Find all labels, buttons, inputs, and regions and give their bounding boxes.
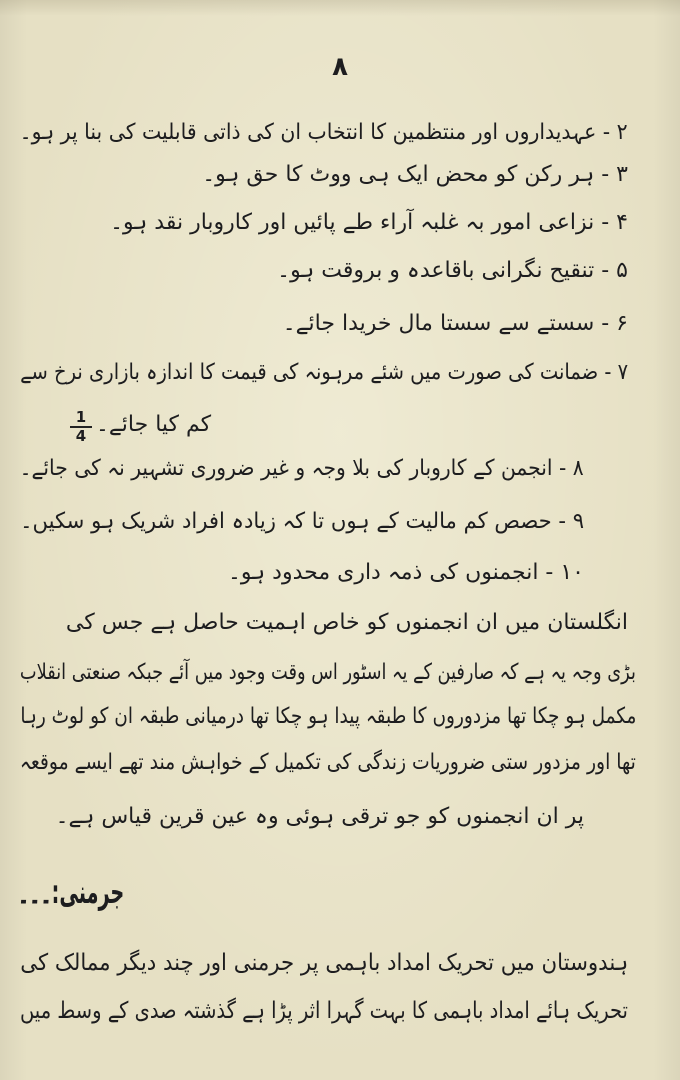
paragraph-line-2: بڑی وجہ یہ ہے کہ صارفین کے یہ اسٹور اس وقت وجود میں آئے جبکہ صنعتی انقلاب [20, 660, 636, 685]
fraction-one-quarter [70, 410, 92, 444]
page-number: ۸ [332, 52, 348, 82]
paragraph-line-1: انگلستان میں ان انجمنوں کو خاص اہمیت حاصل ہے جس کی [65, 610, 628, 635]
point-10: ۱۰ - انجمنوں کی ذمہ داری محدود ہو۔ [228, 560, 584, 585]
section-line-2: تحریک ہائے امداد باہمی کا بہت گہرا اثر پڑا ہے گذشتہ صدی کے وسط میں [20, 998, 628, 1024]
point-7: ۷ - ضمانت کی صورت میں شئے مرہونہ کی قیمت کا اندازہ بازاری نرخ سے [20, 360, 628, 385]
paragraph-line-4: تھا اور مزدور ستی ضروریات زندگی کی تکمیل کے خواہش مند تھے ایسے موقعہ [20, 750, 636, 775]
section-line-1: ہندوستان میں تحریک امداد باہمی پر جرمنی اور چند دیگر ممالک کی [20, 950, 628, 976]
fraction-denominator: 4 [75, 427, 87, 445]
section-heading: جرمنی:۔۔۔ [17, 873, 124, 911]
point-8: ۸ - انجمن کے کاروبار کی بلا وجہ و غیر ضروری تشہیر نہ کی جائے۔ [20, 456, 584, 481]
fraction-numerator: 1 [75, 408, 87, 426]
paragraph-line-5: پر ان انجمنوں کو جو ترقی ہوئی وہ عین قرین قیاس ہے۔ [55, 804, 584, 829]
point-4: ۴ - نزاعی امور بہ غلبہ آراء طے پائیں اور کاروبار نقد ہو۔ [110, 210, 628, 235]
point-5: ۵ - تنقیح نگرانی باقاعدہ و بروقت ہو۔ [277, 258, 628, 283]
point-3: ۳ - ہر رکن کو محض ایک ہی ووٹ کا حق ہو۔ [202, 162, 628, 187]
page-top-edge [0, 0, 680, 16]
point-7-continued: کم کیا جائے۔ [96, 412, 212, 437]
point-9: ۹ - حصص کم مالیت کے ہوں تا کہ زیادہ افراد شریک ہو سکیں۔ [20, 509, 584, 534]
point-2: ۲ - عہدیداروں اور منتظمین کا انتخاب ان کی ذاتی قابلیت کی بنا پر ہو۔ [20, 120, 628, 145]
paragraph-line-3: مکمل ہو چکا تھا مزدوروں کا طبقہ پیدا ہو چکا تھا درمیانی طبقہ ان کو لوٹ رہا [20, 704, 636, 729]
point-6: ۶ - سستے سے سستا مال خریدا جائے۔ [282, 311, 628, 336]
